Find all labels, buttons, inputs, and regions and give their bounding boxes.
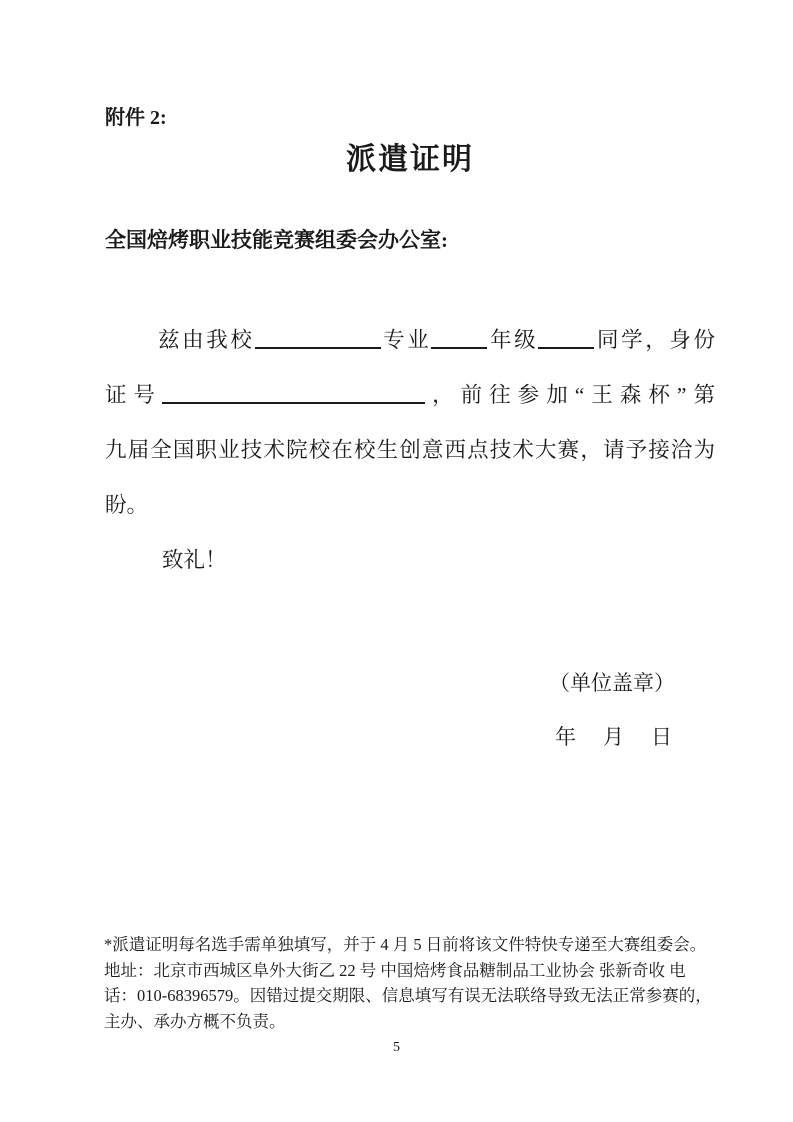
- body-line-2: [105, 368, 715, 423]
- date-line: 年 月 日: [555, 725, 675, 749]
- body-paragraph: [105, 313, 715, 588]
- footnote-line-4: 主办、承办方概不负责。: [104, 1011, 286, 1031]
- footnote-block: [104, 932, 712, 1034]
- closing-salute: 致礼！: [162, 548, 227, 572]
- page-title: 派遣证明: [346, 143, 474, 176]
- page-number: 5: [393, 1040, 400, 1055]
- grade-blank-field: [538, 331, 594, 349]
- body-line1-post: 同学，身份: [594, 328, 715, 352]
- body-line-3: 九届全国职业技术院校在校生创意西点技术大赛，请予接洽为: [105, 438, 715, 462]
- school-blank-field: [255, 331, 381, 349]
- body-line-1: [105, 313, 715, 368]
- id-number-blank-field: [162, 386, 425, 404]
- footnote-line-3: 话：010-68396579。因错过提交期限、信息填写有误无法联络导致无法正常参赛的，: [104, 986, 712, 1005]
- body-line2-post: ，前往参加“王森杯”第: [425, 383, 715, 407]
- body-line1-mid1: 专业: [380, 328, 432, 352]
- major-blank-field: [431, 331, 487, 349]
- body-line-4: 盼。: [105, 493, 149, 517]
- footnote-line-1: *派遣证明每名选手需单独填写，并于 4 月 5 日前将该文件特快专递至大赛组委会。: [104, 935, 707, 954]
- body-line1-mid2: 年级: [487, 328, 539, 352]
- body-line2-pre: 证号: [105, 383, 163, 407]
- body-line1-pre: 兹由我校: [158, 328, 255, 352]
- unit-seal-note: （单位盖章）: [549, 671, 675, 695]
- signature-area: [105, 666, 715, 754]
- salutation: 全国焙烤职业技能竞赛组委会办公室:: [105, 228, 448, 252]
- footnote-line-2: 地址：北京市西城区阜外大街乙 22 号 中国焙烤食品糖制品工业协会 张新奇收 电: [104, 960, 686, 980]
- attachment-label: 附件 2:: [105, 107, 167, 129]
